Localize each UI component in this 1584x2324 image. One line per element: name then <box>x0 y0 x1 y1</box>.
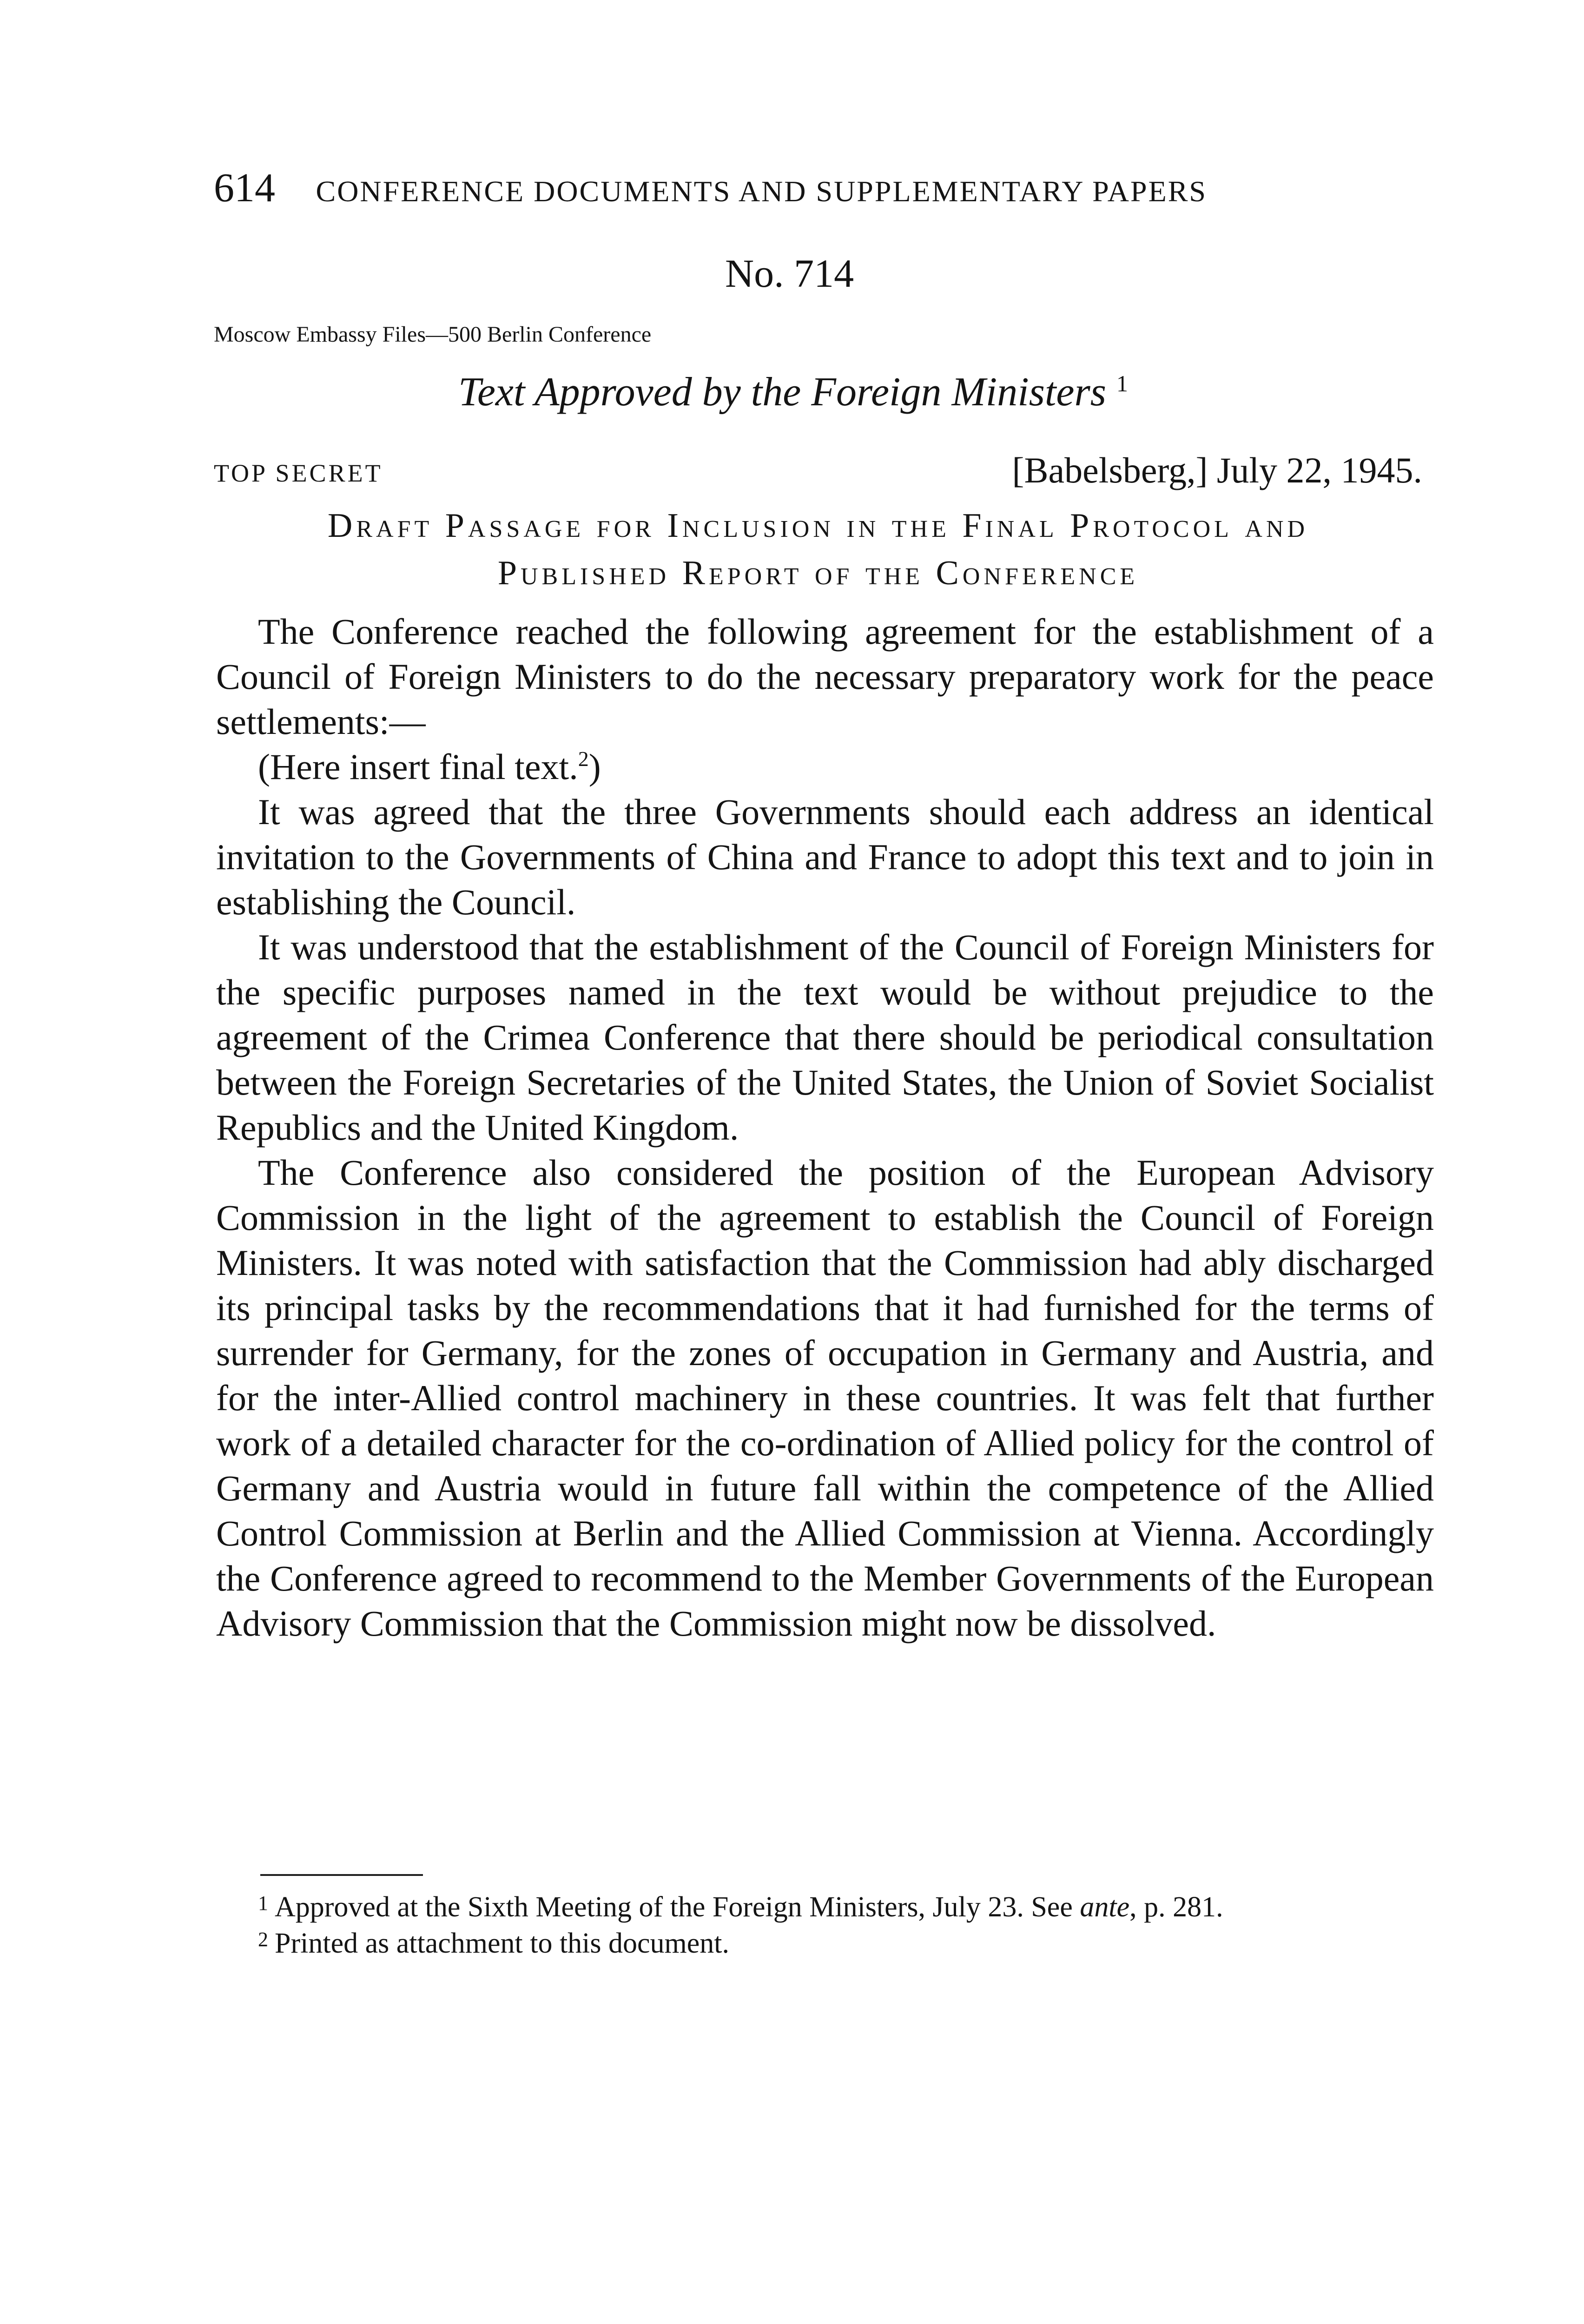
document-number: No. 714 <box>725 251 854 296</box>
paragraph-insert-note <box>216 744 1434 789</box>
section-heading-line-2: Published Report of the Conference <box>497 554 1139 592</box>
classification-label: TOP SECRET <box>214 459 383 487</box>
paragraph-invitation: It was agreed that the three Governments should each address an identical invitation to the Governments of China and France to adopt this text and to join in establishing the Council. <box>216 792 1434 922</box>
footnote-2-text: Printed as attachment to this document. <box>275 1928 730 1959</box>
document-title <box>458 368 1128 416</box>
running-title: CONFERENCE DOCUMENTS AND SUPPLEMENTARY PAPERS <box>316 175 1207 208</box>
page-number: 614 <box>214 165 275 211</box>
document-title-text: Text Approved by the Foreign Ministers <box>458 370 1106 415</box>
section-heading <box>214 502 1422 597</box>
footnote-1-text: Approved at the Sixth Meeting of the Foreign Ministers, July 23. See <box>275 1891 1073 1923</box>
insert-note-close: ) <box>588 746 601 787</box>
footnote-2-number: 2 <box>258 1928 268 1951</box>
footnote-1 <box>216 1887 1434 1923</box>
insert-note-text: (Here insert final text. <box>258 746 578 787</box>
footnote-marker: 1 <box>1116 370 1128 396</box>
footnotes <box>216 1887 1434 1960</box>
paragraph-eac: The Conference also considered the position of the European Advisory Commission in the light of the agreement to establish the Council of Foreign Ministers. It was noted with satisfaction that the Commission had ably discharged its principal tasks by the recommendations that it had furnished for the terms of surrender for Germany, for the zones of occupation in Germany and Austria, and for the inter-Allied control machinery in these countries. It was felt that further work of a detailed character for the co-ordination of Allied policy for the control of Germany and Austria would in future fall within the competence of the Allied Control Commission at Berlin and the Allied Commission at Vienna. Accordingly the Conference agreed to recommend to the Member Governments of the European Advisory Commission that the Commission might now be dissolved. <box>216 1152 1434 1644</box>
paragraph-crimea: It was understood that the establishment of the Council of Foreign Ministers for the specific purposes named in the text would be without prejudice to the agreement of the Crimea Conference that there should be periodical consultation between the Foreign Secretaries of the United States, the Union of Soviet Socialist Republics and the United Kingdom. <box>216 927 1434 1148</box>
running-head <box>214 167 1445 212</box>
footnote-marker-2: 2 <box>578 747 589 771</box>
paragraph-agreement: The Conference reached the following agreement for the establishment of a Council of Foreign Ministers to do the necessary preparatory work for the peace settlements:— <box>216 611 1434 742</box>
footnote-1-ante: ante <box>1080 1891 1130 1923</box>
section-heading-line-1: Draft Passage for Inclusion in the Final Protocol and <box>327 507 1309 545</box>
footnote-1-number: 1 <box>258 1892 268 1915</box>
body-text <box>216 609 1434 1646</box>
footnote-1-page: , p. 281. <box>1129 1891 1223 1923</box>
footnote-divider <box>260 1874 423 1876</box>
dateline: [Babelsberg,] July 22, 1945. <box>1012 450 1422 490</box>
file-reference: Moscow Embassy Files—500 Berlin Conference <box>214 322 652 347</box>
footnote-2 <box>216 1923 1434 1960</box>
